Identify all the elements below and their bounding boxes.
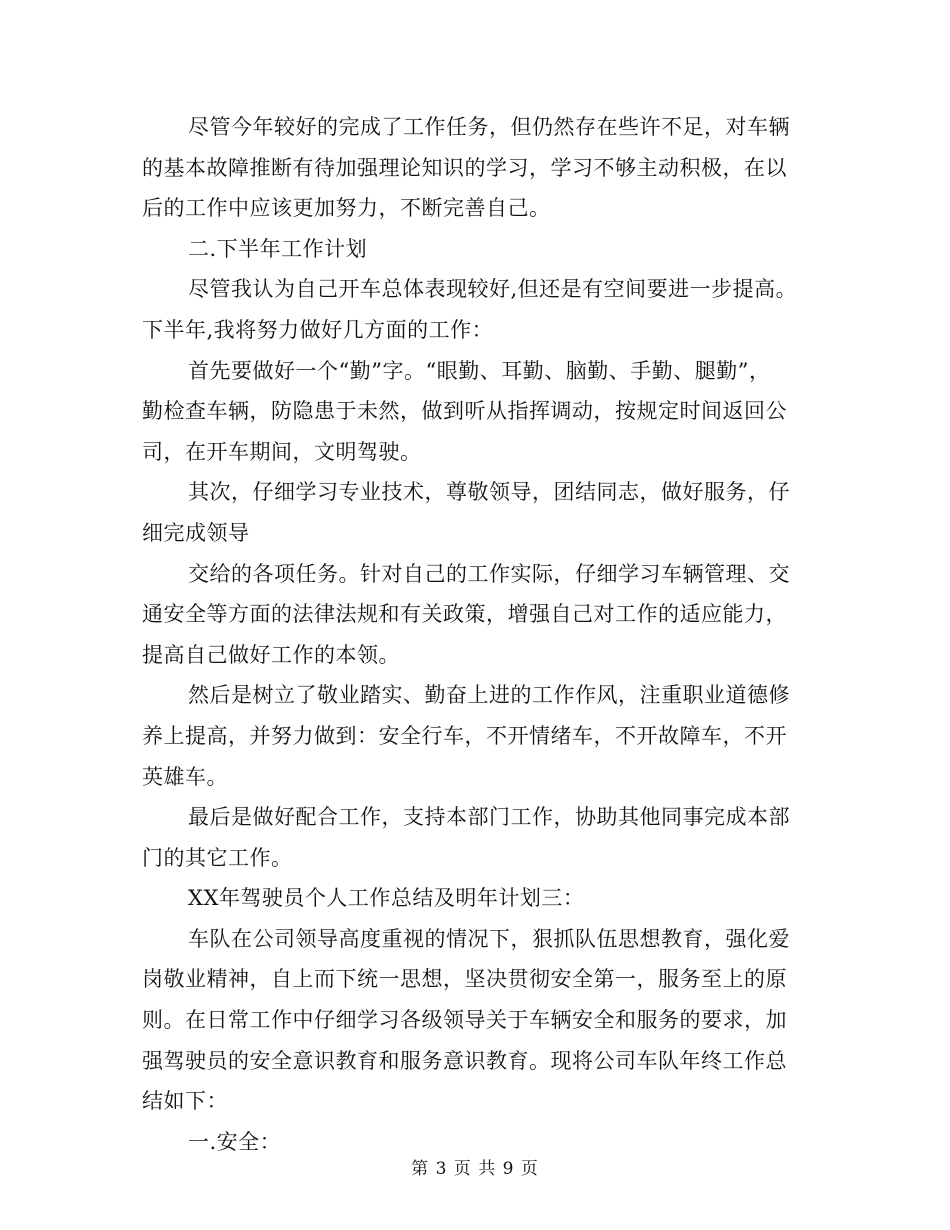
page-number-footer: 第 3 页 共 9 页: [411, 1159, 539, 1179]
section-heading: XX年驾驶员个人工作总结及明年计划三：: [188, 886, 585, 911]
paragraph-line: 最后是做好配合工作，支持本部门工作，协助其他同事完成本部: [188, 805, 790, 830]
paragraph-line: 勤检查车辆，防隐患于未然，做到听从指挥调动，按规定时间返回公: [142, 399, 787, 424]
paragraph-line: 英雄车。: [142, 764, 228, 789]
paragraph-line: 司，在开车期间，文明驾驶。: [142, 439, 422, 464]
paragraph-line: 交给的各项任务。针对自己的工作实际，仔细学习车辆管理、交: [188, 561, 790, 586]
section-heading: 一.安全：: [188, 1129, 282, 1154]
paragraph-line: 尽管我认为自己开车总体表现较好,但还是有空间要进一步提高。: [188, 277, 798, 302]
paragraph-line: 提高自己做好工作的本领。: [142, 642, 400, 667]
paragraph-line: 结如下：: [142, 1089, 228, 1114]
paragraph-line: 其次，仔细学习专业技术，尊敬领导，团结同志，做好服务，仔: [188, 480, 790, 505]
document-body: [142, 107, 810, 1162]
paragraph-line: 门的其它工作。: [142, 845, 293, 870]
paragraph-line: 则。在日常工作中仔细学习各级领导关于车辆安全和服务的要求，加: [142, 1008, 787, 1033]
paragraph-line: 车队在公司领导高度重视的情况下，狠抓队伍思想教育，强化爱: [188, 926, 790, 951]
paragraph-line: 首先要做好一个“勤”字。“眼勤、耳勤、脑勤、手勤、腿勤”，: [188, 358, 771, 383]
paragraph-line: 通安全等方面的法律法规和有关政策，增强自己对工作的适应能力，: [142, 602, 787, 627]
paragraph-line: 细完成领导: [142, 520, 250, 545]
paragraph-line: 养上提高，并努力做到：安全行车，不开情绪车，不开故障车，不开: [142, 723, 787, 748]
section-heading: 二.下半年工作计划: [188, 236, 368, 261]
paragraph-line: 下半年,我将努力做好几方面的工作：: [142, 317, 494, 342]
paragraph-line: 的基本故障推断有待加强理论知识的学习，学习不够主动积极，在以: [142, 155, 787, 180]
paragraph-line: 后的工作中应该更加努力，不断完善自己。: [142, 196, 551, 221]
paragraph-line: 岗敬业精神，自上而下统一思想，坚决贯彻安全第一，服务至上的原: [142, 967, 787, 992]
paragraph-line: 尽管今年较好的完成了工作任务，但仍然存在些许不足，对车辆: [188, 115, 790, 139]
paragraph-line: 然后是树立了敬业踏实、勤奋上进的工作作风，注重职业道德修: [188, 683, 790, 708]
paragraph-line: 强驾驶员的安全意识教育和服务意识教育。现将公司车队年终工作总: [142, 1048, 787, 1073]
